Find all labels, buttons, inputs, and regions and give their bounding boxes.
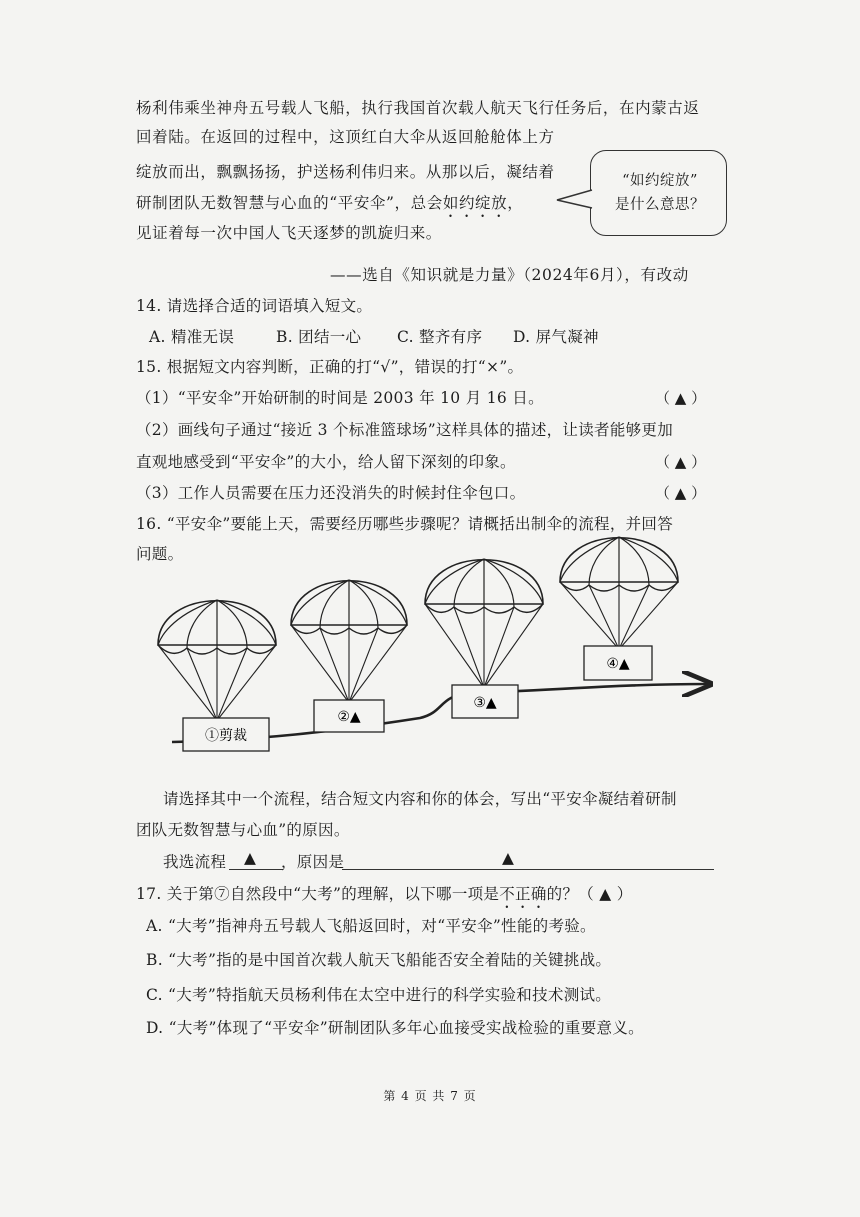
q15-item-2a: （2）画线句子通过“接近 3 个标准篮球场”这样具体的描述，让读者能够更加 (136, 421, 674, 439)
q17-stem-pre: 17. 关于第⑦自然段中“大考”的理解，以下哪一项是 (136, 885, 500, 903)
bubble-line-2: 是什么意思？ (615, 197, 705, 213)
step-label-1: ①剪裁 (205, 728, 247, 744)
q14-stem: 14. 请选择合适的词语填入短文。 (136, 297, 373, 315)
q14-option-d: D. 屏气凝神 (513, 328, 599, 346)
page-number: 第 4 页 共 7 页 (383, 1089, 477, 1103)
step-label-2: ②▲ (337, 709, 361, 725)
q15-item-1: （1）“平安伞”开始研制的时间是 2003 年 10 月 16 日。 (136, 389, 544, 407)
q17-option-c[interactable]: C. “大考”特指航天员杨利伟在太空中进行的科学实验和技术测试。 (146, 986, 612, 1004)
q17-stem-dotted: 不正确 (499, 885, 547, 903)
q15-answer-1[interactable]: （ ▲ ） (655, 389, 707, 407)
q16-stem-b: 问题。 (136, 545, 184, 563)
q15-answer-3[interactable]: （ ▲ ） (655, 484, 707, 502)
process-choice-mark: ▲ (244, 849, 257, 867)
q17-option-b[interactable]: B. “大考”指的是中国首次载人航天飞船能否安全着陆的关键挑战。 (146, 951, 612, 969)
q17-option-a[interactable]: A. “大考”指神舟五号载人飞船返回时，对“平安伞”性能的考验。 (146, 917, 596, 935)
passage-line-4-post: ， (507, 194, 524, 212)
step-label-4: ④▲ (606, 656, 630, 672)
q14-option-a: A. 精准无误 (149, 328, 235, 346)
q14-option-c: C. 整齐有序 (397, 328, 483, 346)
q17-stem-post: 的？（ ▲ ） (546, 885, 633, 903)
passage-line-4-pre: 研制团队无数智慧与心血的“平安伞”，总会 (136, 194, 443, 212)
q16-prompt-b: 团队无数智慧与心血”的原因。 (136, 821, 350, 839)
q17-option-d[interactable]: D. “大考”体现了“平安伞”研制团队多年心血接受实战检验的重要意义。 (146, 1019, 644, 1037)
q15-stem: 15. 根据短文内容判断，正确的打“√”，错误的打“×”。 (136, 358, 524, 376)
source-citation: ——选自《知识就是力量》（2024年6月），有改动 (330, 266, 689, 284)
q14-option-b: B. 团结一心 (276, 328, 362, 346)
passage-line-3: 绽放而出，飘飘扬扬，护送杨利伟归来。从那以后，凝结着 (136, 163, 555, 181)
parachute-4 (560, 537, 678, 647)
passage-line-2: 回着陆。在返回的过程中，这顶红白大伞从返回舱舱体上方 (136, 128, 555, 146)
q16-answer-mid: ，原因是 (281, 853, 345, 871)
q15-item-2b: 直观地感受到“平安伞”的大小，给人留下深刻的印象。 (136, 453, 516, 471)
reason-blank[interactable] (342, 852, 714, 870)
q16-prompt-a: 请选择其中一个流程，结合短文内容和你的体会，写出“平安伞凝结着研制 (163, 790, 677, 808)
q17-stem (136, 882, 633, 912)
q15-item-3: （3）工作人员需要在压力还没消失的时候封住伞包口。 (136, 484, 526, 502)
reason-blank-mark: ▲ (502, 849, 515, 867)
bubble-line-1: “如约绽放” (622, 173, 698, 189)
parachute-1 (158, 600, 276, 718)
q16-stem-a: 16. “平安伞”要能上天，需要经历哪些步骤呢？请概括出制伞的流程，并回答 (136, 515, 674, 533)
parachute-2 (291, 580, 407, 700)
q16-answer-pre: 我选流程 (163, 853, 227, 871)
parachute-3 (425, 559, 543, 685)
q15-answer-2[interactable]: （ ▲ ） (655, 453, 707, 471)
passage-line-5: 见证着每一次中国人飞天逐梦的凯旋归来。 (136, 224, 442, 242)
passage-line-1: 杨利伟乘坐神舟五号载人飞船，执行我国首次载人航天飞行任务后，在内蒙古返 (136, 99, 700, 117)
dotted-phrase: 如约绽放 (442, 194, 508, 212)
step-label-3: ③▲ (473, 695, 497, 711)
